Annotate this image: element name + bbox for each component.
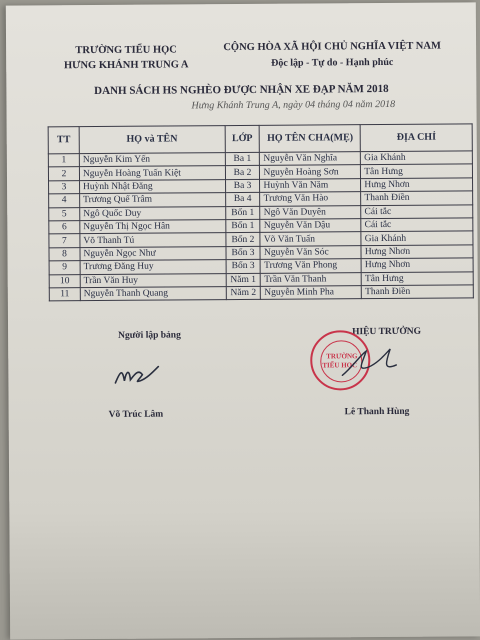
cell-address: Tân Hưng — [361, 164, 473, 178]
cell-parent-name: Trần Văn Thanh — [261, 272, 362, 286]
cell-parent-name: Nguyễn Văn Nghĩa — [260, 152, 361, 166]
cell-tt: 10 — [49, 274, 80, 288]
national-motto: Độc lập - Tự do - Hạnh phúc — [271, 56, 394, 69]
cell-address: Hưng Nhơn — [361, 258, 473, 272]
cell-address: Hưng Nhơn — [361, 245, 473, 259]
cell-address: Thanh Điền — [362, 285, 474, 299]
cell-tt: 8 — [49, 247, 80, 261]
cell-class: Bốn 1 — [225, 219, 260, 233]
cell-student-name: Trương Đăng Huy — [80, 260, 226, 274]
cell-address: Thanh Điền — [361, 191, 473, 205]
cell-class: Năm 2 — [226, 286, 261, 300]
cell-address: Cái tắc — [361, 218, 473, 232]
cell-student-name: Nguyễn Ngọc Như — [80, 246, 226, 260]
cell-parent-name: Trương Văn Phong — [261, 259, 362, 273]
cell-parent-name: Nguyễn Văn Dậu — [260, 219, 361, 233]
cell-parent-name: Nguyễn Văn Sóc — [260, 245, 361, 259]
cell-student-name: Trần Văn Huy — [80, 273, 226, 287]
cell-address: Cái tắc — [361, 204, 473, 218]
school-name-line2: HƯNG KHÁNH TRUNG A — [63, 59, 189, 72]
cell-address: Tân Hưng — [361, 271, 473, 285]
cell-address: Gia Khánh — [361, 151, 473, 165]
header-student-name: HỌ và TÊN — [79, 126, 225, 154]
cell-parent-name: Nguyễn Hoàng Sơn — [260, 165, 361, 179]
cell-class: Bốn 3 — [226, 260, 261, 274]
principal-signature — [338, 345, 408, 385]
stamp-text-line1: TRƯỜNG — [326, 352, 358, 361]
cell-address: Hưng Nhơn — [361, 178, 473, 192]
cell-tt: 11 — [49, 288, 80, 302]
cell-class: Ba 3 — [225, 179, 260, 193]
cell-student-name: Ngô Quốc Duy — [80, 206, 226, 220]
cell-student-name: Nguyễn Thị Ngọc Hân — [80, 220, 226, 234]
cell-class: Năm 1 — [226, 273, 261, 287]
student-list-table — [48, 123, 474, 301]
principal-title: HIỆU TRƯỞNG — [352, 326, 422, 338]
preparer-signature — [112, 361, 164, 391]
cell-tt: 9 — [49, 261, 80, 275]
preparer-title: Người lập bảng — [118, 330, 181, 341]
preparer-name: Võ Trúc Lâm — [108, 409, 164, 420]
cell-parent-name: Nguyễn Minh Pha — [261, 286, 362, 300]
country-name: CỘNG HÒA XÃ HỘI CHỦ NGHĨA VIỆT NAM — [223, 40, 441, 54]
cell-tt: 5 — [49, 207, 80, 221]
cell-class: Ba 4 — [225, 193, 260, 207]
header-address: ĐỊA CHỈ — [360, 124, 472, 152]
cell-address: Gia Khánh — [361, 231, 473, 245]
date-line: Hưng Khánh Trung A, ngày 04 tháng 04 năm 2018 — [191, 98, 396, 112]
document-title: DANH SÁCH HS NGHÈO ĐƯỢC NHẬN XE ĐẠP NĂM 2018 — [94, 82, 389, 98]
header-parent-name: HỌ TÊN CHA(MẸ) — [260, 125, 361, 153]
cell-class: Bốn 3 — [225, 246, 260, 260]
header-tt: TT — [48, 127, 79, 154]
header-class: LỚP — [225, 125, 260, 152]
cell-class: Ba 1 — [225, 152, 260, 166]
cell-tt: 4 — [49, 194, 80, 208]
cell-student-name: Võ Thanh Tú — [80, 233, 226, 247]
cell-tt: 7 — [49, 234, 80, 248]
cell-class: Bốn 1 — [225, 206, 260, 220]
cell-tt: 3 — [49, 180, 80, 194]
stamp-text-line2: TIỂU HỌC — [322, 361, 358, 370]
cell-student-name: Huỳnh Nhật Đăng — [79, 179, 225, 193]
cell-parent-name: Ngô Văn Duyên — [260, 205, 361, 219]
cell-student-name: Trương Quế Trâm — [80, 193, 226, 207]
table-header-row — [48, 124, 472, 154]
cell-parent-name: Trương Văn Hào — [260, 192, 361, 206]
cell-class: Bốn 2 — [225, 233, 260, 247]
cell-tt: 2 — [48, 167, 79, 181]
paper-sheet — [6, 2, 480, 639]
school-name-line1: TRƯỜNG TIỂU HỌC — [75, 44, 177, 57]
cell-tt: 1 — [48, 154, 79, 168]
cell-student-name: Nguyễn Kim Yến — [79, 153, 225, 167]
cell-student-name: Nguyễn Hoàng Tuấn Kiệt — [79, 166, 225, 180]
cell-student-name: Nguyễn Thanh Quang — [80, 287, 226, 301]
table-row — [49, 285, 473, 301]
cell-class: Ba 2 — [225, 166, 260, 180]
cell-tt: 6 — [49, 221, 80, 235]
cell-parent-name: Võ Văn Tuấn — [260, 232, 361, 246]
principal-name: Lê Thanh Hùng — [344, 406, 410, 418]
cell-parent-name: Huỳnh Văn Năm — [260, 178, 361, 192]
